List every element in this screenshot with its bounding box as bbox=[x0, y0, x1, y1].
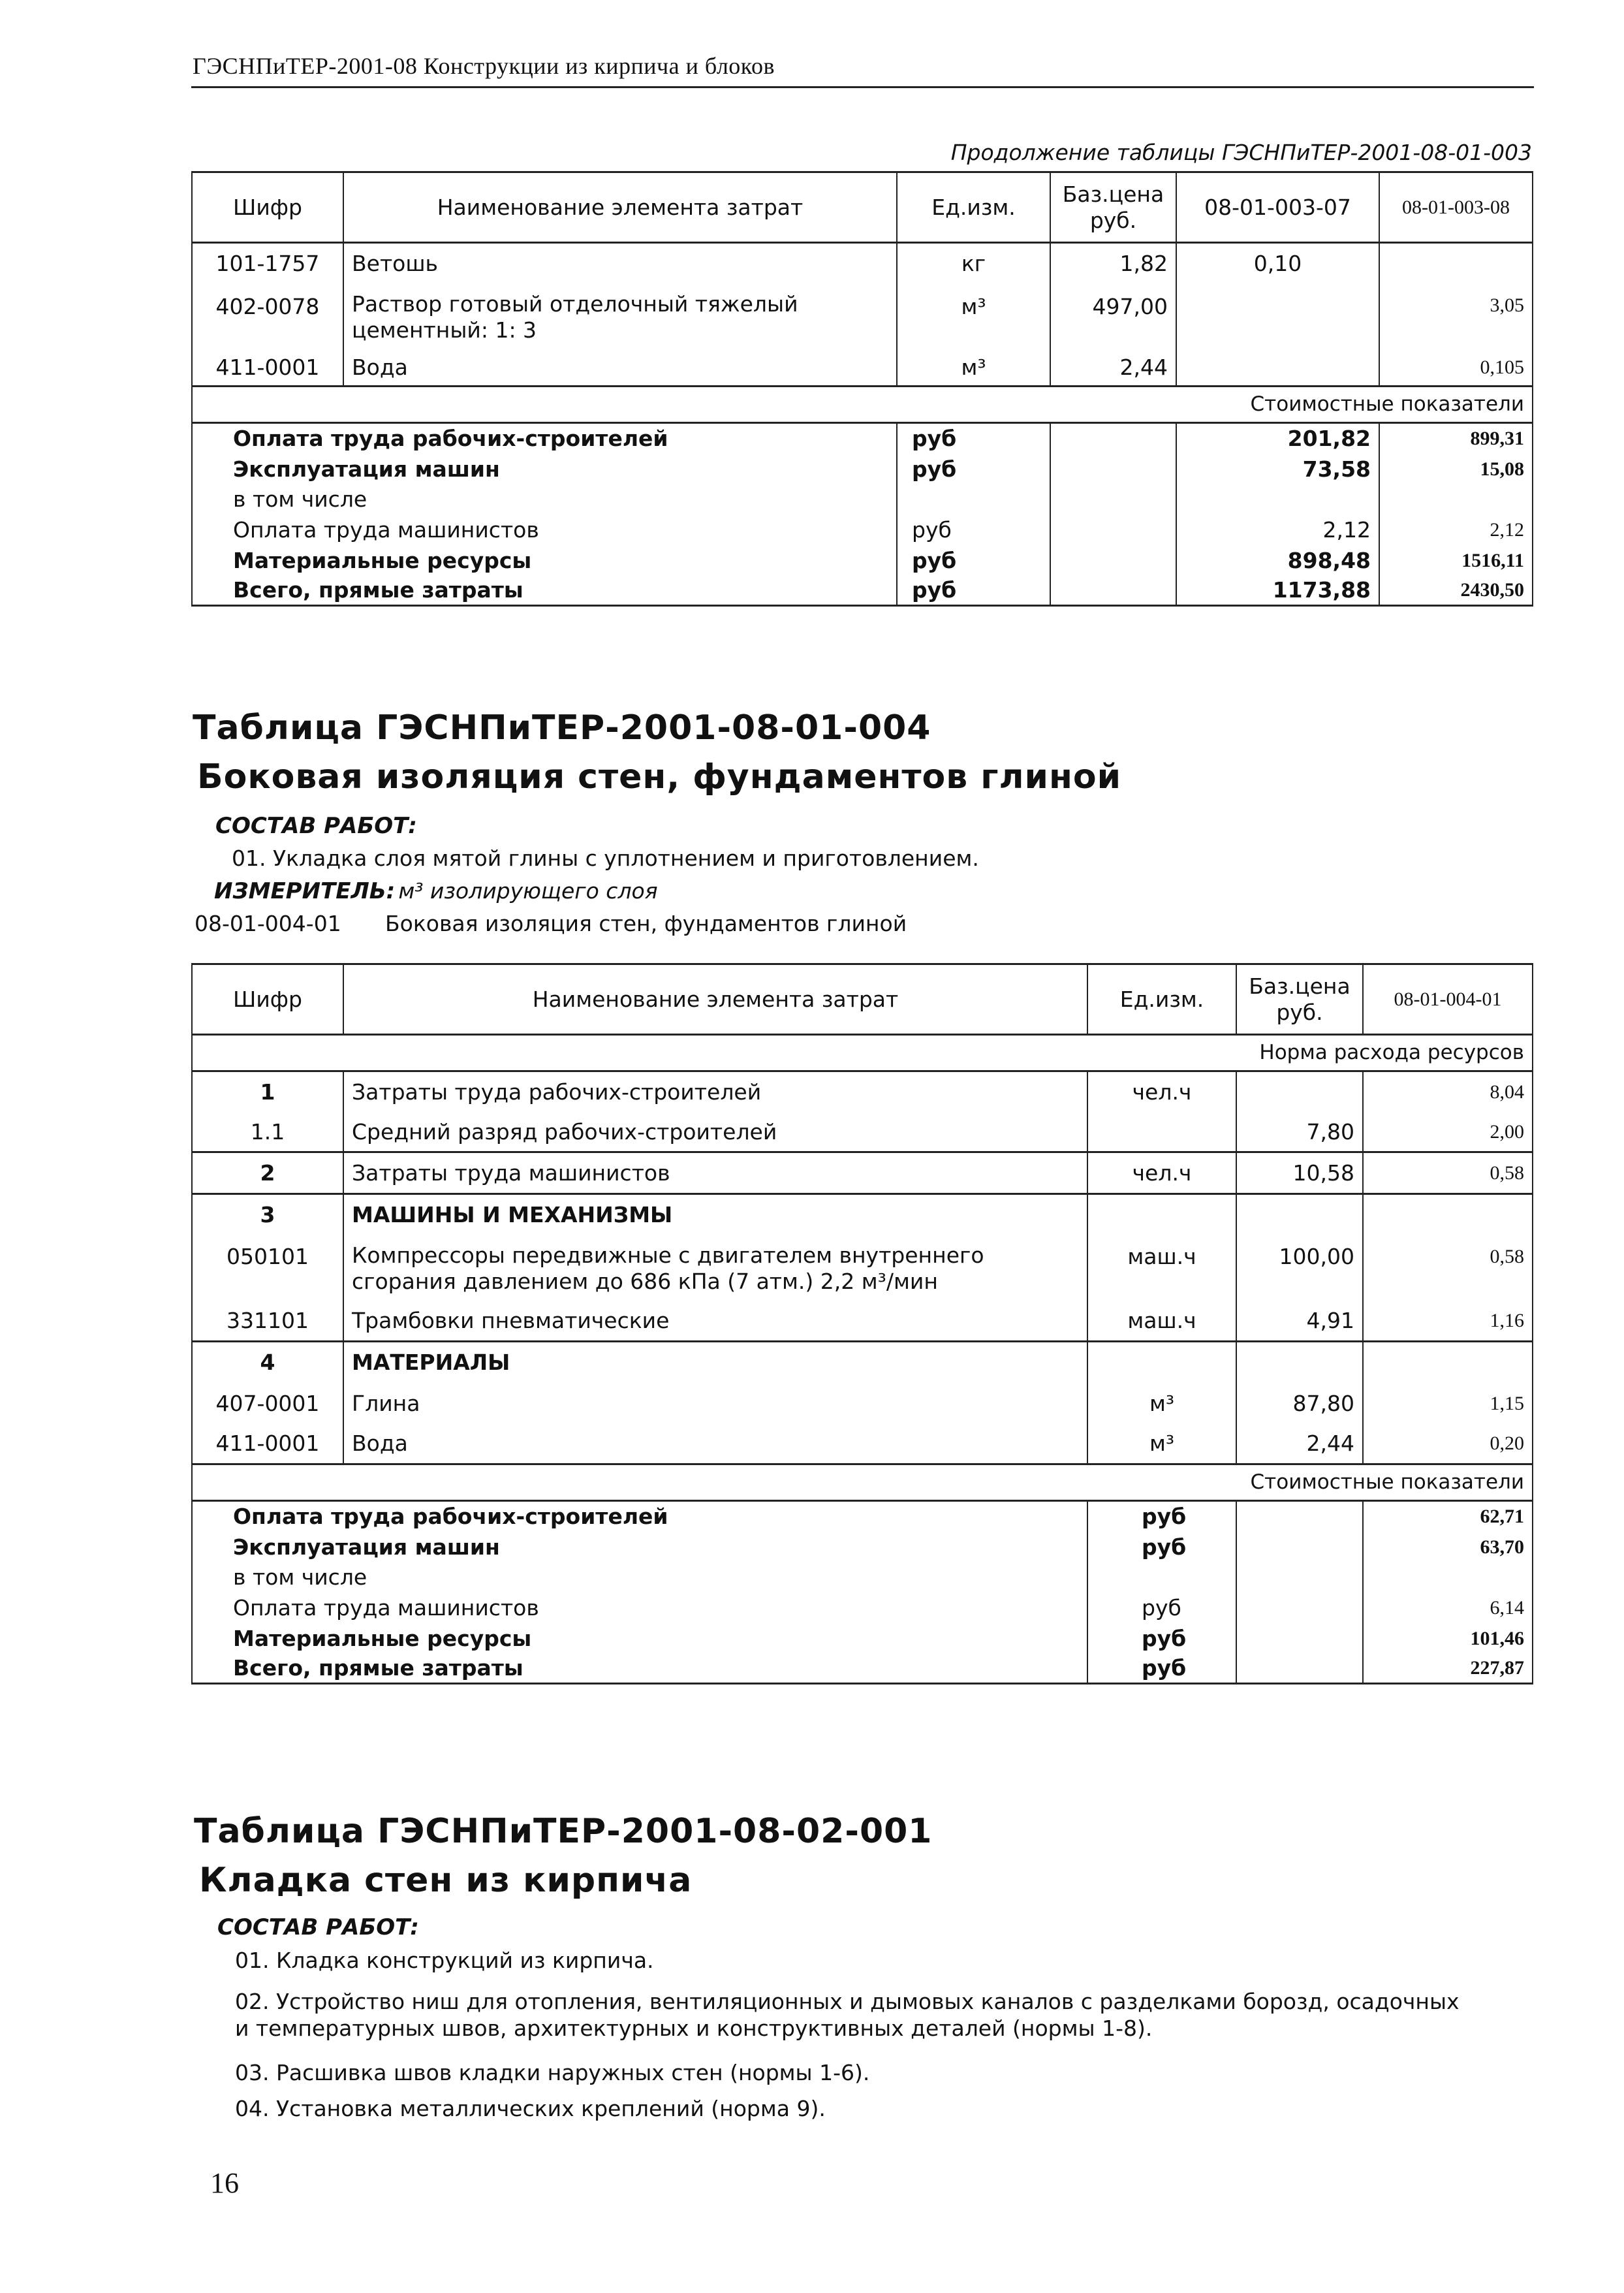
row-unit bbox=[1087, 1113, 1236, 1152]
col-price-header: Баз.цена руб. bbox=[1050, 172, 1176, 243]
row-value: 1,16 bbox=[1363, 1301, 1533, 1342]
cost-empty bbox=[1236, 1624, 1363, 1654]
row-price bbox=[1236, 1194, 1363, 1236]
cost-empty bbox=[1236, 1592, 1363, 1624]
cost-name: в том числе bbox=[192, 1562, 1087, 1592]
cost-value-07 bbox=[1176, 484, 1379, 514]
cost-value-07: 201,82 bbox=[1176, 423, 1379, 454]
cost-value: 227,87 bbox=[1363, 1654, 1533, 1684]
running-header: ГЭСНПиТЕР-2001-08 Конструкции из кирпича и блоков bbox=[193, 53, 775, 79]
row-value bbox=[1363, 1194, 1533, 1236]
table-row bbox=[192, 1501, 1533, 1532]
table-row bbox=[192, 350, 1533, 387]
cost-empty bbox=[1050, 484, 1176, 514]
col-name-header: Наименование элемента затрат bbox=[343, 964, 1087, 1035]
row-name: Вода bbox=[343, 350, 897, 387]
col-unit-header: Ед.изм. bbox=[897, 172, 1050, 243]
col-name-header: Наименование элемента затрат bbox=[343, 172, 897, 243]
section2-works-label: СОСТАВ РАБОТ: bbox=[217, 1914, 419, 1940]
row-unit bbox=[1087, 1342, 1236, 1384]
cost-name: Эксплуатация машин bbox=[192, 1532, 1087, 1562]
row-value-07 bbox=[1176, 285, 1379, 350]
col-norm-header: 08-01-004-01 bbox=[1363, 964, 1533, 1035]
table-row bbox=[192, 1532, 1533, 1562]
row-price: 7,80 bbox=[1236, 1113, 1363, 1152]
section2-work-item: 03. Расшивка швов кладки наружных стен (нормы 1-6). bbox=[235, 2060, 870, 2085]
col-code-header: Шифр bbox=[192, 964, 343, 1035]
cost-empty bbox=[1050, 514, 1176, 546]
row-unit: маш.ч bbox=[1087, 1236, 1236, 1301]
cost-name: Оплата труда машинистов bbox=[192, 1592, 1087, 1624]
cost-empty bbox=[1236, 1532, 1363, 1562]
row-name: Раствор готовый отделочный тяжелый цементный: 1: 3 bbox=[343, 285, 897, 350]
section2-subtitle: Кладка стен из кирпича bbox=[199, 1861, 693, 1900]
cost-name: Оплата труда рабочих-строителей bbox=[192, 423, 897, 454]
cost-value-08 bbox=[1379, 484, 1533, 514]
table-row bbox=[192, 1654, 1533, 1684]
row-unit: м³ bbox=[897, 350, 1050, 387]
row-unit: м³ bbox=[1087, 1384, 1236, 1424]
cost-empty bbox=[1236, 1562, 1363, 1592]
cost-name: Материальные ресурсы bbox=[192, 1624, 1087, 1654]
row-unit: м³ bbox=[1087, 1424, 1236, 1464]
cost-empty bbox=[1050, 576, 1176, 606]
row-value: 1,15 bbox=[1363, 1384, 1533, 1424]
row-name: Ветошь bbox=[343, 243, 897, 285]
row-value-08 bbox=[1379, 243, 1533, 285]
section1-works-label: СОСТАВ РАБОТ: bbox=[215, 813, 417, 839]
norm-code: 08-01-004-01 bbox=[195, 911, 341, 936]
cost-value: 63,70 bbox=[1363, 1532, 1533, 1562]
table1 bbox=[191, 171, 1533, 607]
table-row bbox=[192, 1194, 1533, 1236]
cost-value-08: 2430,50 bbox=[1379, 576, 1533, 606]
row-value: 0,20 bbox=[1363, 1424, 1533, 1464]
row-value-08: 3,05 bbox=[1379, 285, 1533, 350]
row-price: 1,82 bbox=[1050, 243, 1176, 285]
table-row bbox=[192, 484, 1533, 514]
row-value: 2,00 bbox=[1363, 1113, 1533, 1152]
row-price: 87,80 bbox=[1236, 1384, 1363, 1424]
table-row bbox=[192, 1236, 1533, 1301]
section1-title: Таблица ГЭСНПиТЕР-2001-08-01-004 bbox=[193, 708, 931, 748]
col-code-header: Шифр bbox=[192, 172, 343, 243]
measure-unit: м³ изолирующего слоя bbox=[398, 878, 658, 904]
cost-name: в том числе bbox=[192, 484, 897, 514]
row-unit: чел.ч bbox=[1087, 1071, 1236, 1113]
row-unit: чел.ч bbox=[1087, 1152, 1236, 1194]
table-row bbox=[192, 514, 1533, 546]
cost-value-08: 899,31 bbox=[1379, 423, 1533, 454]
cost-empty bbox=[1236, 1654, 1363, 1684]
table1-caption bbox=[191, 138, 1532, 167]
row-name: Компрессоры передвижные с двигателем внутреннего сгорания давлением до 686 кПа (7 атм.) 2,2 м³/мин bbox=[343, 1236, 1087, 1301]
cost-name: Оплата труда машинистов bbox=[192, 514, 897, 546]
cost-name: Эксплуатация машин bbox=[192, 454, 897, 484]
row-code: 411-0001 bbox=[192, 1424, 343, 1464]
row-unit: кг bbox=[897, 243, 1050, 285]
row-price: 10,58 bbox=[1236, 1152, 1363, 1194]
row-price: 100,00 bbox=[1236, 1236, 1363, 1301]
row-code: 2 bbox=[192, 1152, 343, 1194]
cost-name: Всего, прямые затраты bbox=[192, 576, 897, 606]
cost-name: Материальные ресурсы bbox=[192, 546, 897, 576]
row-price: 2,44 bbox=[1050, 350, 1176, 387]
row-price: 2,44 bbox=[1236, 1424, 1363, 1464]
table1-header-row bbox=[192, 172, 1533, 243]
row-code: 1.1 bbox=[192, 1113, 343, 1152]
cost-empty bbox=[1050, 423, 1176, 454]
col-unit-header: Ед.изм. bbox=[1087, 964, 1236, 1035]
resource-header: Норма расхода ресурсов bbox=[192, 1035, 1533, 1071]
cost-unit: руб bbox=[1087, 1592, 1236, 1624]
section1-work-item: 01. Укладка слоя мятой глины с уплотнением и приготовлением. bbox=[232, 846, 979, 871]
table-row bbox=[192, 1301, 1533, 1342]
row-code: 411-0001 bbox=[192, 350, 343, 387]
table-row bbox=[192, 454, 1533, 484]
cost-name: Оплата труда рабочих-строителей bbox=[192, 1501, 1087, 1532]
row-unit bbox=[1087, 1194, 1236, 1236]
cost-unit: руб bbox=[897, 576, 1050, 606]
table-row bbox=[192, 1342, 1533, 1384]
table-row bbox=[192, 1384, 1533, 1424]
cost-empty bbox=[1050, 546, 1176, 576]
section1-subtitle: Боковая изоляция стен, фундаментов глиной bbox=[197, 757, 1122, 797]
row-code: 331101 bbox=[192, 1301, 343, 1342]
row-code: 402-0078 bbox=[192, 285, 343, 350]
row-name: Глина bbox=[343, 1384, 1087, 1424]
table2 bbox=[191, 963, 1533, 1684]
section2-work-item: 01. Кладка конструкций из кирпича. bbox=[235, 1948, 654, 1973]
cost-empty bbox=[1236, 1501, 1363, 1532]
section2-work-item: 04. Установка металлических креплений (норма 9). bbox=[235, 2096, 826, 2121]
row-value: 0,58 bbox=[1363, 1152, 1533, 1194]
header-rule bbox=[191, 86, 1534, 88]
table-row bbox=[192, 1592, 1533, 1624]
cost-header: Стоимостные показатели bbox=[192, 1464, 1533, 1501]
cost-unit: руб bbox=[897, 546, 1050, 576]
row-value bbox=[1363, 1342, 1533, 1384]
row-name: Затраты труда рабочих-строителей bbox=[343, 1071, 1087, 1113]
cost-value-08: 1516,11 bbox=[1379, 546, 1533, 576]
norm-name: Боковая изоляция стен, фундаментов глиной bbox=[385, 911, 907, 936]
row-price bbox=[1236, 1342, 1363, 1384]
cost-value: 101,46 bbox=[1363, 1624, 1533, 1654]
cost-value-08: 15,08 bbox=[1379, 454, 1533, 484]
cost-unit: руб bbox=[897, 423, 1050, 454]
col-price-header: Баз.цена руб. bbox=[1236, 964, 1363, 1035]
row-unit: маш.ч bbox=[1087, 1301, 1236, 1342]
row-code: 050101 bbox=[192, 1236, 343, 1301]
page-number: 16 bbox=[210, 2167, 239, 2199]
col-norm-header-07: 08-01-003-07 bbox=[1176, 172, 1379, 243]
cost-value: 62,71 bbox=[1363, 1501, 1533, 1532]
row-unit: м³ bbox=[897, 285, 1050, 350]
row-value-08: 0,105 bbox=[1379, 350, 1533, 387]
table-row bbox=[192, 1071, 1533, 1113]
cost-value-07: 898,48 bbox=[1176, 546, 1379, 576]
cost-value-07: 2,12 bbox=[1176, 514, 1379, 546]
table-row bbox=[192, 1562, 1533, 1592]
cost-unit: руб bbox=[897, 454, 1050, 484]
cost-unit: руб bbox=[1087, 1624, 1236, 1654]
resource-header-row bbox=[192, 1035, 1533, 1071]
row-value: 8,04 bbox=[1363, 1071, 1533, 1113]
row-code: 1 bbox=[192, 1071, 343, 1113]
row-code: 101-1757 bbox=[192, 243, 343, 285]
row-name: Затраты труда машинистов bbox=[343, 1152, 1087, 1194]
row-name: Трамбовки пневматические bbox=[343, 1301, 1087, 1342]
cost-unit: руб bbox=[1087, 1654, 1236, 1684]
section2-title: Таблица ГЭСНПиТЕР-2001-08-02-001 bbox=[194, 1812, 933, 1851]
table-row bbox=[192, 1152, 1533, 1194]
row-name: МАТЕРИАЛЫ bbox=[343, 1342, 1087, 1384]
row-name: Вода bbox=[343, 1424, 1087, 1464]
table-row bbox=[192, 423, 1533, 454]
table2-header-row bbox=[192, 964, 1533, 1035]
row-name: Средний разряд рабочих-строителей bbox=[343, 1113, 1087, 1152]
section1-measure bbox=[214, 878, 658, 904]
row-value-07 bbox=[1176, 350, 1379, 387]
cost-value: 6,14 bbox=[1363, 1592, 1533, 1624]
cost-unit bbox=[1087, 1562, 1236, 1592]
row-value: 0,58 bbox=[1363, 1236, 1533, 1301]
cost-unit: руб bbox=[1087, 1532, 1236, 1562]
continuation-caption: Продолжение таблицы ГЭСНПиТЕР-2001-08-01-003 bbox=[950, 140, 1532, 165]
cost-unit: руб bbox=[897, 514, 1050, 546]
cost-value-07: 1173,88 bbox=[1176, 576, 1379, 606]
cost-unit bbox=[897, 484, 1050, 514]
cost-value-07: 73,58 bbox=[1176, 454, 1379, 484]
cost-value bbox=[1363, 1562, 1533, 1592]
measure-label: ИЗМЕРИТЕЛЬ: bbox=[214, 878, 396, 904]
cost-empty bbox=[1050, 454, 1176, 484]
table-row bbox=[192, 243, 1533, 285]
table-row bbox=[192, 1424, 1533, 1464]
table-row bbox=[192, 1624, 1533, 1654]
row-price: 497,00 bbox=[1050, 285, 1176, 350]
row-value-07: 0,10 bbox=[1176, 243, 1379, 285]
table-row bbox=[192, 576, 1533, 606]
row-code: 4 bbox=[192, 1342, 343, 1384]
col-norm-header-08: 08-01-003-08 bbox=[1379, 172, 1533, 243]
row-price: 4,91 bbox=[1236, 1301, 1363, 1342]
cost-name: Всего, прямые затраты bbox=[192, 1654, 1087, 1684]
table-row bbox=[192, 1113, 1533, 1152]
cost-header: Стоимостные показатели bbox=[192, 387, 1533, 423]
row-name: МАШИНЫ И МЕХАНИЗМЫ bbox=[343, 1194, 1087, 1236]
row-code: 3 bbox=[192, 1194, 343, 1236]
section2-work-item: 02. Устройство ниш для отопления, вентиляционных и дымовых каналов с разделками борозд, осадочных и температурных швов, архитектурных и конструктивных деталей (нормы 1-8). bbox=[235, 1989, 1460, 2042]
row-price bbox=[1236, 1071, 1363, 1113]
table-row bbox=[192, 546, 1533, 576]
cost-value-08: 2,12 bbox=[1379, 514, 1533, 546]
cost-unit: руб bbox=[1087, 1501, 1236, 1532]
table-row bbox=[192, 285, 1533, 350]
cost-header-row bbox=[192, 387, 1533, 423]
row-code: 407-0001 bbox=[192, 1384, 343, 1424]
cost-header-row bbox=[192, 1464, 1533, 1501]
